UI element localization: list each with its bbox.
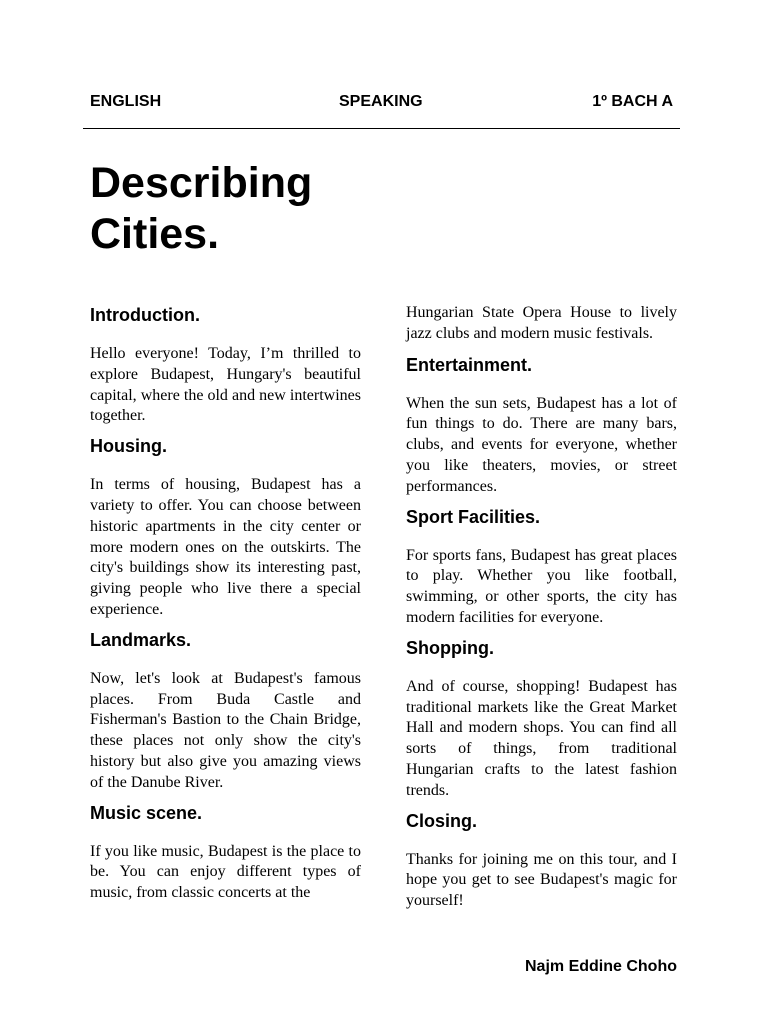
heading-music-scene: Music scene. (90, 802, 203, 823)
heading-sport-facilities: Sport Facilities. (406, 506, 541, 527)
heading-closing: Closing. (406, 810, 477, 831)
paragraph-shopping: And of course, shopping! Budapest has traditional markets like the Great Market Hall and modern shops. You can find all sorts of things, from traditional Hungarian crafts to the latest fashion trends. (406, 677, 677, 799)
header-divider (83, 128, 680, 129)
paragraph-landmarks: Now, let's look at Budapest's famous places. From Buda Castle and Fisherman's Bastion to the Chain Bridge, these places not only show the city's history but also give you amazing views of the Danube River. (90, 669, 361, 791)
paragraph-music-scene-part1: If you like music, Budapest is the place to be. You can enjoy different types of music, from classic concerts at the (90, 842, 361, 902)
heading-housing: Housing. (90, 436, 167, 457)
header-class: 1º BACH A (592, 93, 673, 110)
author-name: Najm Eddine Choho (525, 958, 677, 975)
paragraph-closing: Thanks for joining me on this tour, and I hope you get to see Budapest's magic for yourself! (406, 850, 677, 910)
document-title: Describing Cities. (90, 159, 313, 258)
heading-entertainment: Entertainment. (406, 354, 533, 375)
paragraph-sport-facilities: For sports fans, Budapest has great places to play. Whether you like football, swimming, or other sports, the city has modern facilities for everyone. (406, 546, 677, 626)
page-header (90, 93, 673, 113)
paragraph-entertainment: When the sun sets, Budapest has a lot of fun things to do. There are many bars, clubs, and events for everyone, whether you like theaters, movies, or street performances. (406, 394, 677, 495)
left-column (90, 303, 361, 911)
paragraph-housing: In terms of housing, Budapest has a variety to offer. You can choose between historic apartments in the city center or more modern ones on the outskirts. The city's buildings show its interesting past, giving people who live there a special experience. (90, 476, 361, 618)
paragraph-introduction: Hello everyone! Today, I’m thrilled to explore Budapest, Hungary's beautiful capital, where the old and new intertwines together. (90, 345, 361, 425)
heading-shopping: Shopping. (406, 637, 494, 658)
heading-landmarks: Landmarks. (90, 629, 192, 650)
right-column (406, 303, 677, 919)
heading-introduction: Introduction. (90, 305, 200, 325)
paragraph-music-scene-part2: Hungarian State Opera House to lively jazz clubs and modern music festivals. (406, 304, 677, 342)
header-subject: ENGLISH (90, 93, 162, 110)
header-activity: SPEAKING (339, 93, 423, 110)
